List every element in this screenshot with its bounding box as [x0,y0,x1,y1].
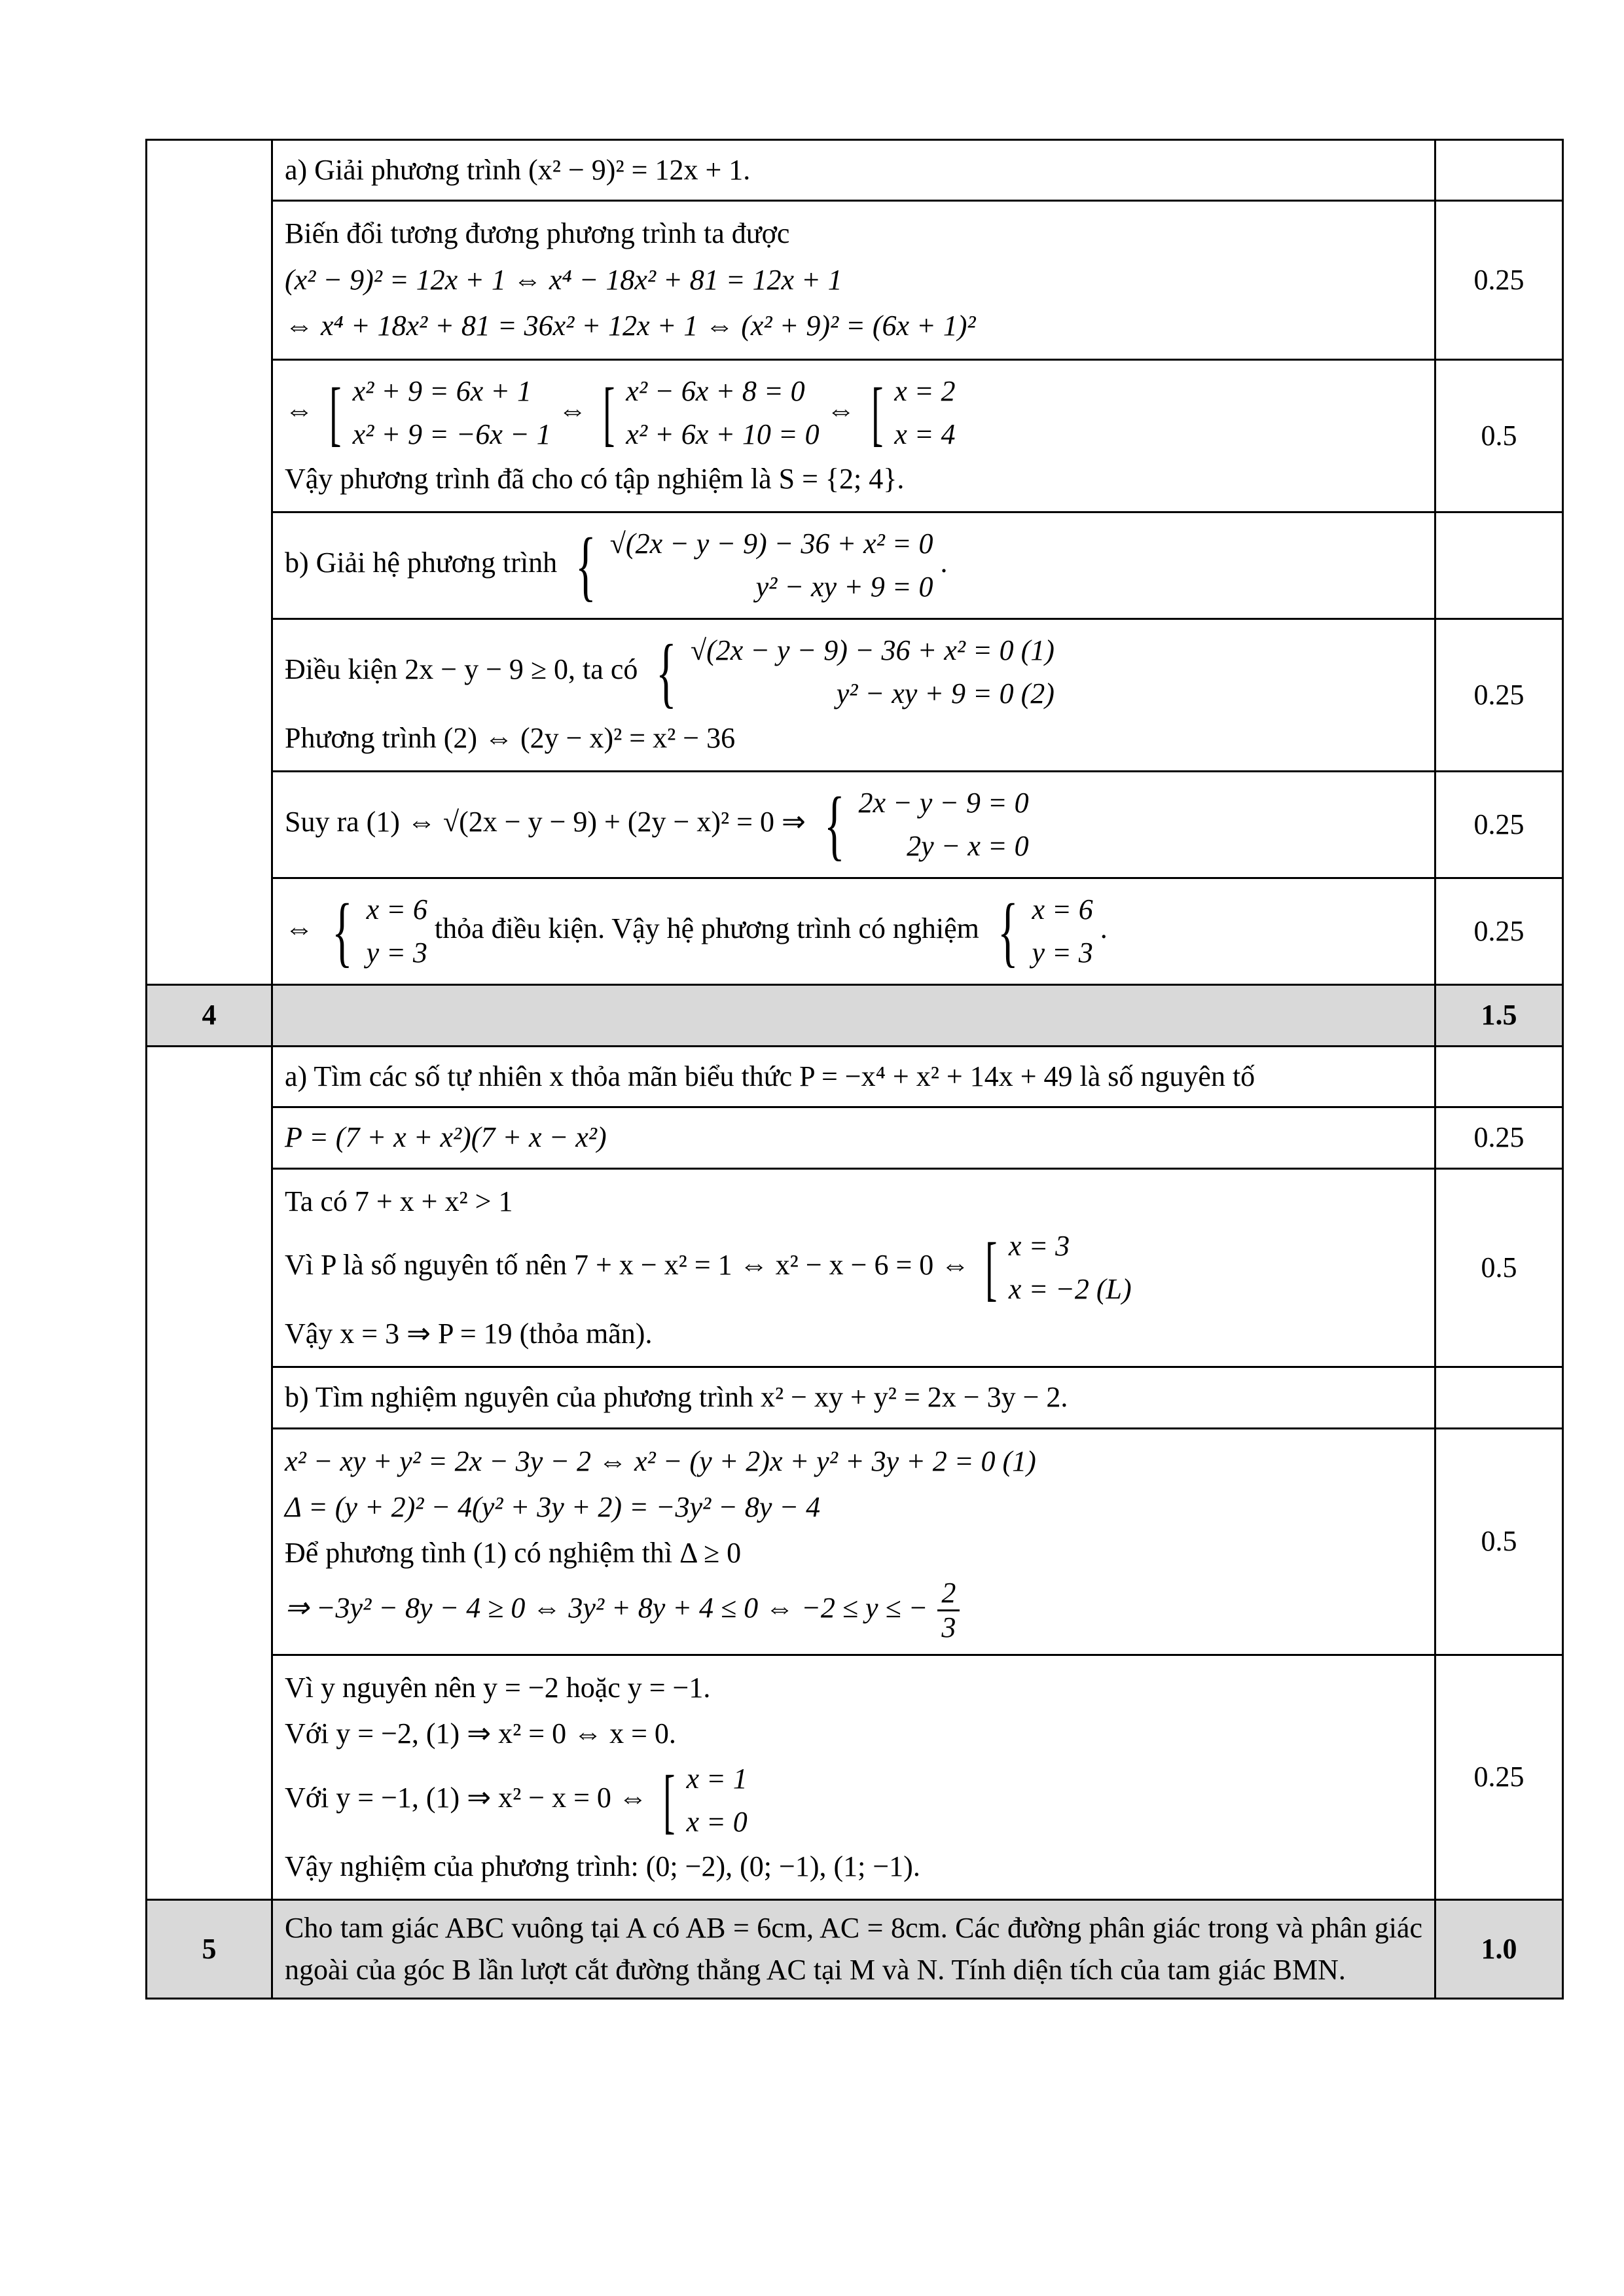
score-cell: 0.25 [1435,772,1563,878]
deduction-line [285,1757,1422,1844]
q3-a-step2-row [147,359,1563,512]
deduction-text: Suy ra (1) ⇔ √(2x − y − 9) + (2y − x)² = 0 ⇒ [285,806,806,838]
q3-number-cell [147,140,272,985]
score-cell: 0.25 [1435,1655,1563,1900]
q4-b-prompt [272,1367,1435,1428]
prompt-line: b) Giải hệ phương trình { √(2x − y − 9) − 36 + x² = 0 y² − xy + 9 = 0 . [285,521,948,609]
system-row: x = 6 [1032,893,1093,926]
prompt-text: a) Giải phương trình (x² − 9)² = 12x + 1. [285,154,751,186]
brace-system: { √(2x − y − 9) − 36 + x² = 0 (1) y² − xy + 9 = 0 (2) [656,628,1055,715]
system-row: x = −2 (L) [1008,1272,1132,1305]
answer-table [145,139,1564,2000]
q3-b-step3 [272,878,1435,985]
text-line: Để phương tình (1) có nghiệm thì Δ ≥ 0 [285,1537,742,1570]
condition-line [285,629,1422,715]
text-line: Với y = −2, (1) ⇒ x² = 0 ⇔ x = 0. [285,1717,676,1750]
q3-b-step1-row [147,619,1563,771]
system-row: √(2x − y − 9) − 36 + x² = 0 [609,527,933,560]
q5-prompt: Cho tam giác ABC vuông tại A có AB = 6cm, AC = 8cm. Các đường phân giác trong và phân giác ngoài của góc B lần lượt cắt đường thẳng AC tại M và N. Tính diện tích của tam giác BMN. [272,1900,1435,1999]
q4-a-step1-row [147,1107,1563,1168]
inequality-line [285,1577,1422,1645]
system-row: y = 3 [366,937,427,969]
q5-row [147,1900,1563,1999]
score-cell: 0.25 [1435,1107,1563,1168]
q4-a-step2-row [147,1168,1563,1367]
system-row: x² − 6x + 8 = 0 [626,374,805,407]
denominator: 3 [941,1611,956,1644]
system-row: x² + 6x + 10 = 0 [626,418,820,450]
q4-a-step2 [272,1168,1435,1367]
q4-number-cell [147,1046,272,1899]
score-cell [1435,1046,1563,1107]
equation: ⇔ x⁴ + 18x² + 81 = 36x² + 12x + 1 ⇔ (x² + 9)² = (6x + 1)² [285,310,976,342]
brace-system: { 2x − y − 9 = 0 2y − x = 0 [823,781,1029,869]
bracket-system: [ x² + 9 = 6x + 1 x² + 9 = −6x − 1 [321,370,551,456]
bracket-system: [ x = 2 x = 4 [863,370,956,456]
equation: x² − xy + y² = 2x − 3y − 2 ⇔ x² − (y + 2)x + y² + 3y + 2 = 0 (1) [285,1444,1036,1477]
q4-a-step1 [272,1107,1435,1168]
prompt-text: b) Giải hệ phương trình [285,547,558,579]
score-cell [1435,140,1563,201]
q3-b-step2-row [147,772,1563,878]
q4-total-score: 1.5 [1435,985,1563,1046]
q5-total-score: 1.0 [1435,1900,1563,1999]
q3-a-step1 [272,201,1435,359]
brace-system: { x = 6 y = 3 [997,888,1093,975]
q4-b-step1 [272,1428,1435,1655]
prompt-text: b) Tìm nghiệm nguyên của phương trình x² − xy + y² = 2x − 3y − 2. [285,1381,1068,1414]
q4-b-step2-row [147,1655,1563,1900]
score-cell: 0.5 [1435,1168,1563,1367]
conclusion-text: thỏa điều kiện. Vậy hệ phương trình có nghiệm [434,912,979,945]
q3-b-prompt [272,512,1435,619]
q3-a-prompt-row [147,140,1563,201]
bracket-system: [ x = 3 x = −2 (L) [977,1225,1131,1311]
brace-system: { x = 6 y = 3 [331,888,427,975]
score-cell: 0.5 [1435,1428,1563,1655]
system-row: x² + 9 = 6x + 1 [352,374,532,407]
deduction-text: Với y = −1, (1) ⇒ x² − x = 0 ⇔ [285,1781,647,1814]
brace-system: { √(2x − y − 9) − 36 + x² = 0 y² − xy + 9 = 0 [575,521,933,609]
conclusion: Vậy x = 3 ⇒ P = 19 (thỏa mãn). [285,1317,653,1350]
score-cell: 0.25 [1435,201,1563,359]
system-row: x = 6 [366,893,427,926]
condition-text: Điều kiện 2x − y − 9 ≥ 0, ta có [285,653,638,686]
equation: (x² − 9)² = 12x + 1 ⇔ x⁴ − 18x² + 81 = 12x + 1 [285,263,842,296]
q4-b-step1-row [147,1428,1563,1655]
equation: Δ = (y + 2)² − 4(y² + 3y + 2) = −3y² − 8y − 4 [285,1491,821,1524]
fraction [937,1577,960,1645]
numerator: 2 [937,1577,960,1612]
q4-header-blank [272,985,1435,1046]
bracket-system: [ x² − 6x + 8 = 0 x² + 6x + 10 = 0 [594,370,820,456]
system-row: 2x − y − 9 = 0 [858,787,1029,819]
text-line: Vì y nguyên nên y = −2 hoặc y = −1. [285,1672,711,1704]
inequality-text: ⇒ −3y² − 8y − 4 ≥ 0 ⇔ 3y² + 8y + 4 ≤ 0 ⇔ −2 ≤ y ≤ − [285,1592,928,1624]
system-row: √(2x − y − 9) − 36 + x² = 0 (1) [690,634,1055,666]
conclusion: Vậy nghiệm của phương trình: (0; −2), (0; −1), (1; −1). [285,1850,920,1882]
prompt-text: a) Tìm các số tự nhiên x thỏa mãn biểu thức P = −x⁴ + x² + 14x + 49 là số nguyên tố [285,1060,1255,1092]
deduction-line [285,781,1422,868]
q3-a-step1-row [147,201,1563,359]
system-row: x = 3 [1008,1229,1070,1262]
q4-b-step2 [272,1655,1435,1900]
system-row: x = 0 [686,1805,748,1838]
q3-b-step3-row [147,878,1563,985]
q4-a-prompt-row [147,1046,1563,1107]
text-line: Ta có 7 + x + x² > 1 [285,1185,513,1217]
system-row: x = 2 [894,374,956,407]
system-row: x = 4 [894,418,956,450]
q4-b-prompt-row [147,1367,1563,1428]
system-row: 2y − x = 0 [907,830,1029,863]
conclusion: Vậy phương trình đã cho có tập nghiệm là S = {2; 4}. [285,462,905,495]
system-row: y² − xy + 9 = 0 (2) [836,677,1055,709]
q3-b-step2 [272,772,1435,878]
deduction-text: Vì P là số nguyên tố nên 7 + x − x² = 1 ⇔ x² − x − 6 = 0 ⇔ [285,1249,970,1281]
system-row: x = 1 [686,1762,748,1795]
q3-b-step1 [272,619,1435,771]
equation: P = (7 + x + x²)(7 + x − x²) [285,1121,607,1154]
q4-a-prompt [272,1046,1435,1107]
q4-number: 4 [147,985,272,1046]
system-row: y = 3 [1032,937,1093,969]
q4-header-row [147,985,1563,1046]
score-cell: 0.5 [1435,359,1563,512]
equation: Phương trình (2) ⇔ (2y − x)² = x² − 36 [285,721,736,754]
equivalence-chain: ⇔ [ x² + 9 = 6x + 1 x² + 9 = −6x − 1 ⇔ [ x² − 6x + 8 = 0 x² + 6x + 10 = 0 ⇔ [ x = 2 x = 4 [285,370,1422,456]
conclusion-line: ⇔ { x = 6 y = 3 thỏa điều kiện. Vậy hệ phương trình có nghiệm { x = 6 y = 3 . [285,888,1108,975]
score-cell [1435,512,1563,619]
q5-number: 5 [147,1900,272,1999]
q3-b-prompt-row [147,512,1563,619]
q3-a-step2 [272,359,1435,512]
score-cell [1435,1367,1563,1428]
score-cell: 0.25 [1435,878,1563,985]
deduction-line [285,1225,1422,1311]
system-row: y² − xy + 9 = 0 [755,570,933,603]
bracket-system: [ x = 1 x = 0 [655,1757,748,1844]
score-cell: 0.25 [1435,619,1563,771]
step-intro: Biến đổi tương đương phương trình ta được [285,217,790,250]
system-row: x² + 9 = −6x − 1 [352,418,551,450]
q3-a-prompt [272,140,1435,201]
